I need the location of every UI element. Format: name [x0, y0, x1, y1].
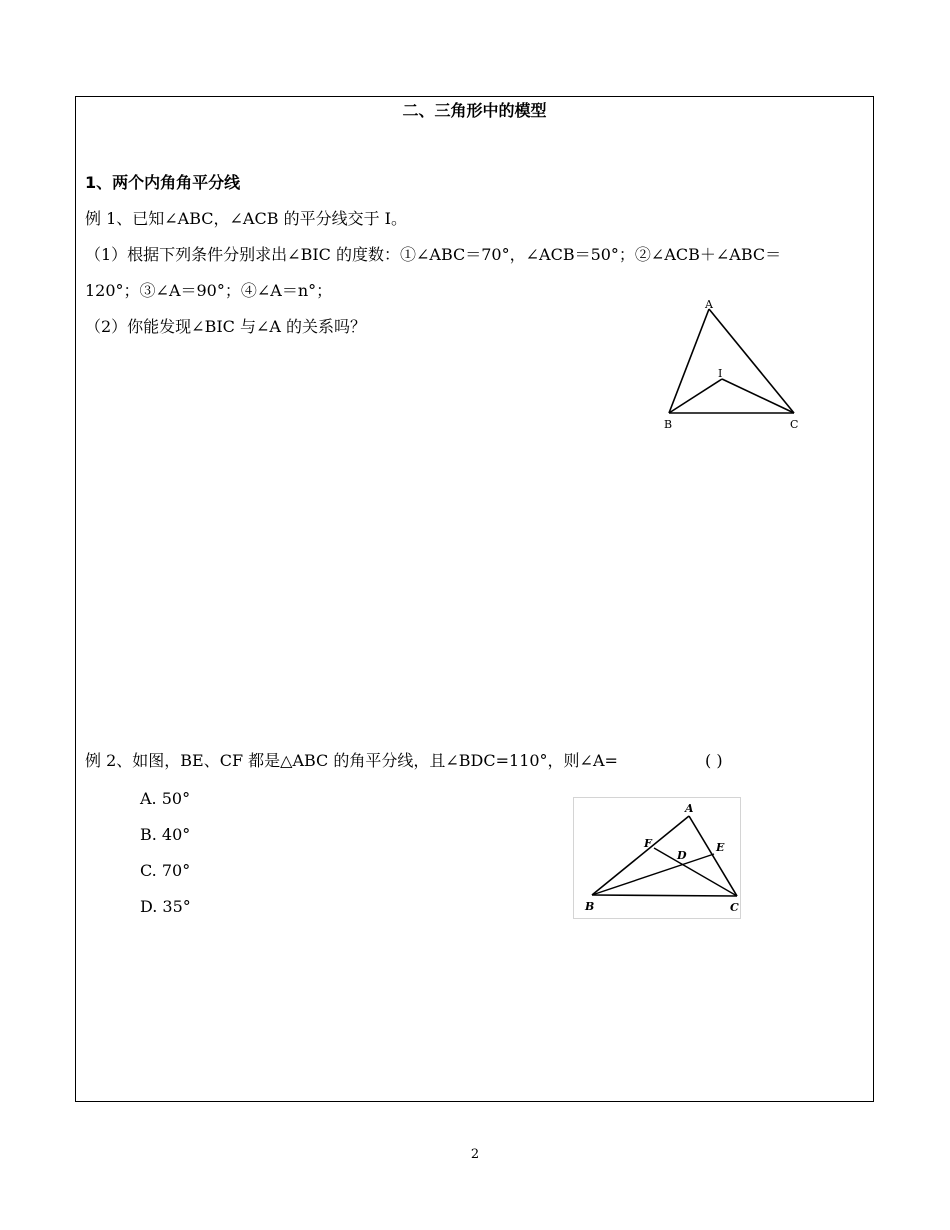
- bisector-cf: [654, 848, 737, 896]
- answer-bracket: ( ): [705, 751, 723, 770]
- side-ab: [592, 816, 689, 895]
- bisector-be: [592, 854, 714, 895]
- label-a: A: [685, 802, 694, 815]
- option-c: C. 70°: [140, 861, 191, 880]
- side-ab: [669, 309, 709, 413]
- label-i: I: [718, 367, 723, 380]
- content-frame: [75, 96, 874, 1102]
- label-b: B: [664, 418, 673, 431]
- label-d: D: [677, 849, 687, 862]
- label-f: F: [644, 837, 652, 850]
- label-e: E: [716, 841, 725, 854]
- label-c: C: [730, 901, 739, 914]
- example1-statement: 例 1、已知∠ABC，∠ACB 的平分线交于 I。: [85, 209, 407, 228]
- option-a: A. 50°: [140, 789, 191, 808]
- option-b: B. 40°: [140, 825, 191, 844]
- triangle-bisectors-figure: [573, 797, 741, 919]
- figure-border: [574, 798, 741, 919]
- example1-part1: （1）根据下列条件分别求出∠BIC 的度数：①∠ABC＝70°，∠ACB＝50°；②∠ACB＋∠ABC＝: [85, 245, 782, 264]
- example2-question: 例 2、如图，BE、CF 都是△ABC 的角平分线，且∠BDC=110°，则∠A=: [85, 751, 618, 770]
- option-d: D. 35°: [140, 897, 191, 916]
- example1-part1-continued: 120°；③∠A＝90°；④∠A＝n°；: [85, 281, 333, 300]
- example1-part2: （2）你能发现∠BIC 与∠A 的关系吗？: [85, 317, 367, 336]
- bisector-ci: [722, 379, 794, 413]
- triangle-abc-figure: [659, 297, 799, 437]
- label-c: C: [790, 418, 799, 431]
- section-title: 二、三角形中的模型: [402, 101, 547, 120]
- side-ac: [709, 309, 794, 413]
- label-a: A: [705, 298, 713, 311]
- subsection-title: 1、两个内角角平分线: [85, 173, 241, 192]
- bisector-bi: [669, 379, 722, 413]
- side-ac: [689, 816, 737, 896]
- page-number: 2: [470, 1147, 480, 1162]
- label-b: B: [585, 900, 595, 913]
- side-bc: [592, 895, 737, 896]
